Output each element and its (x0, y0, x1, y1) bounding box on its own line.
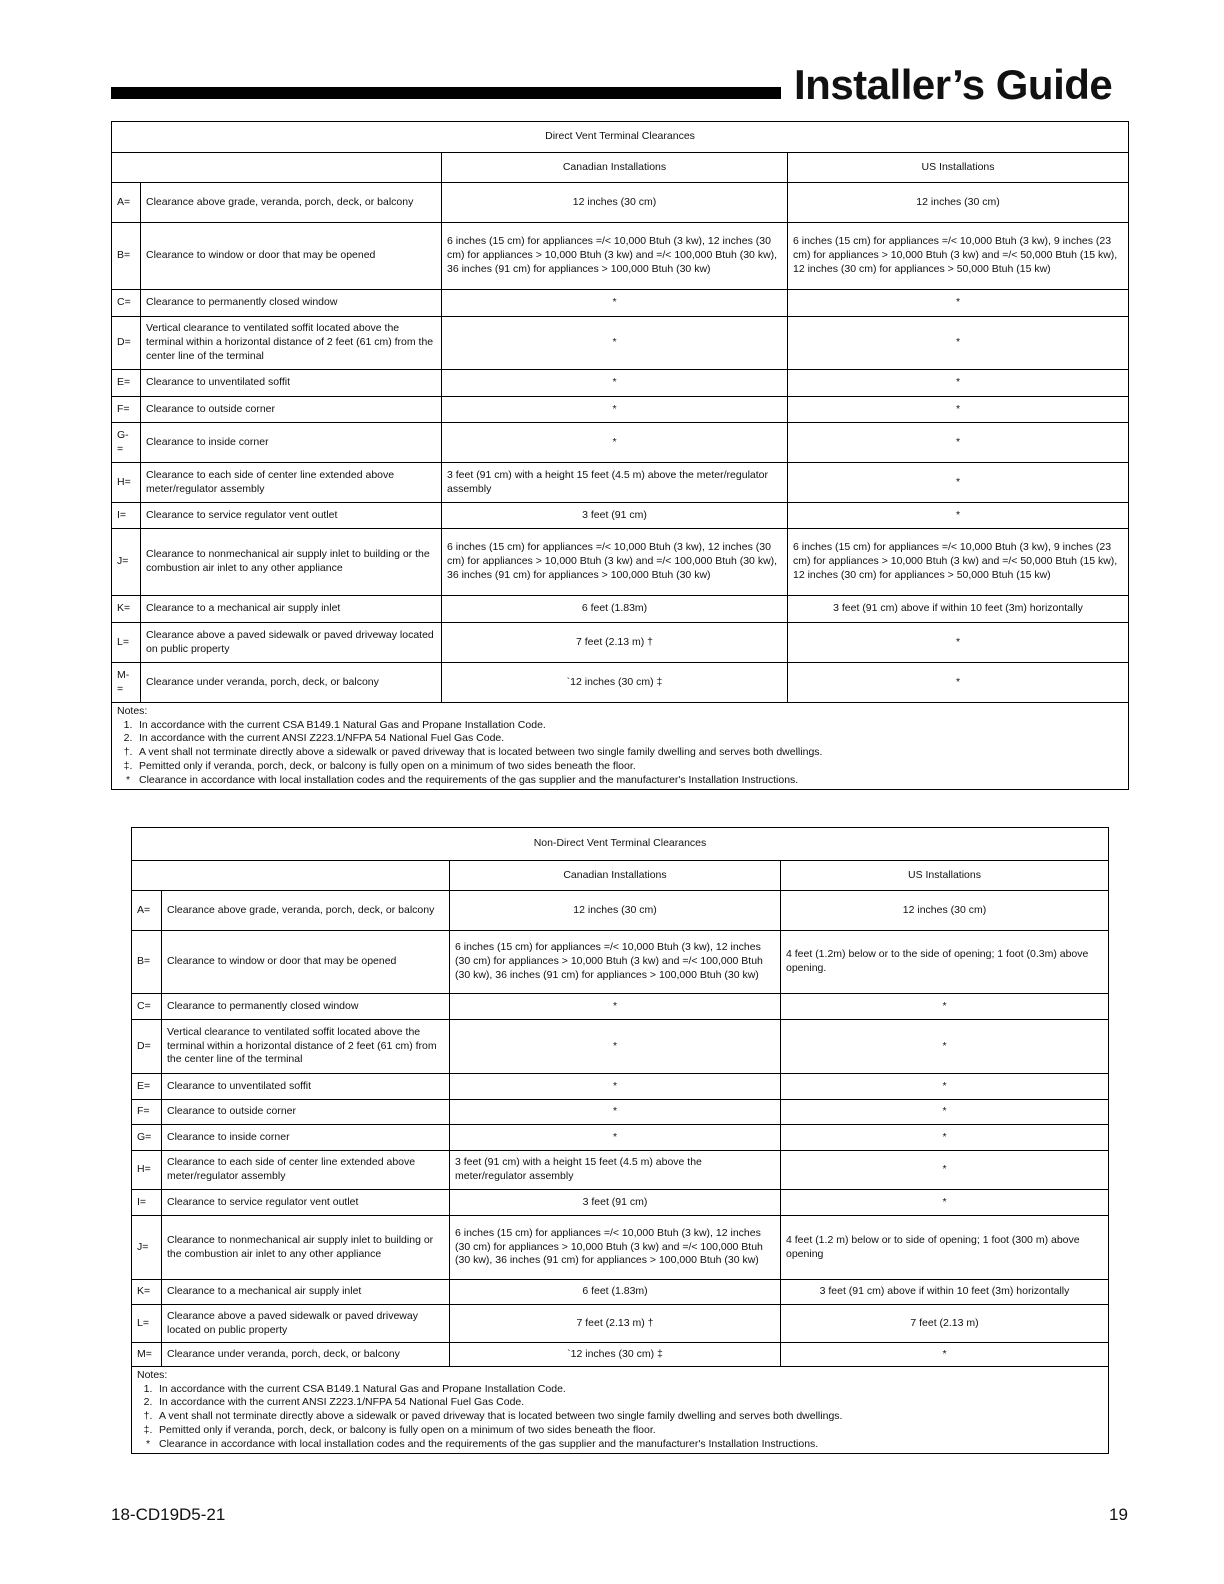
us-value: * (788, 463, 1129, 503)
table-title: Non-Direct Vent Terminal Clearances (132, 828, 1109, 861)
row-letter: M- = (112, 663, 141, 703)
clearance-description: Clearance above grade, veranda, porch, deck, or balcony (141, 183, 442, 223)
table-title-row (112, 122, 1129, 153)
non-direct-vent-table (131, 827, 1109, 1454)
us-value: * (781, 1190, 1109, 1216)
canadian-value: * (450, 1020, 781, 1074)
table-row (132, 1190, 1109, 1216)
notes-label: Notes: (137, 1369, 168, 1381)
row-letter: D= (112, 317, 141, 370)
column-header-blank (112, 153, 442, 183)
note-marker: ‡. (123, 759, 133, 772)
table-title-row (132, 828, 1109, 861)
canadian-value: 6 feet (1.83m) (450, 1280, 781, 1305)
table-row (112, 223, 1129, 290)
notes-label: Notes: (117, 705, 148, 717)
us-value: * (781, 994, 1109, 1020)
table-row (112, 423, 1129, 463)
us-value: 12 inches (30 cm) (781, 891, 1109, 931)
canadian-value: 6 inches (15 cm) for appliances =/< 10,000 Btuh (3 kw), 12 inches (30 cm) for appliances > 10,000 Btuh (3 kw) and =/< 100,000 Btuh (30 kw), 36 inches (91 cm) for appliances > 100,000 Btuh (30 kw) (450, 931, 781, 994)
canadian-value: 7 feet (2.13 m) † (450, 1305, 781, 1343)
canadian-value: * (442, 397, 788, 423)
notes (112, 703, 1129, 790)
row-letter: F= (112, 397, 141, 423)
clearance-description: Clearance under veranda, porch, deck, or balcony (141, 663, 442, 703)
us-value: * (788, 423, 1129, 463)
notes-row (112, 703, 1129, 790)
direct-vent-table (111, 121, 1129, 790)
table-row (112, 317, 1129, 370)
column-header-canadian: Canadian Installations (450, 861, 781, 891)
page-title: Installer’s Guide (794, 61, 1113, 108)
canadian-value: * (450, 1125, 781, 1151)
us-value: * (788, 503, 1129, 529)
us-value: * (781, 1020, 1109, 1074)
table-row (112, 529, 1129, 596)
table-title: Direct Vent Terminal Clearances (112, 122, 1129, 153)
note-item (117, 760, 1123, 774)
row-letter: A= (132, 891, 162, 931)
canadian-value: * (450, 1074, 781, 1100)
us-value: 12 inches (30 cm) (788, 183, 1129, 223)
note-marker: †. (143, 1410, 153, 1423)
table-row (132, 1100, 1109, 1125)
notes (132, 1367, 1109, 1454)
table-row (112, 623, 1129, 663)
page-number: 19 (1109, 1505, 1128, 1524)
table-row (112, 463, 1129, 503)
row-letter: L= (112, 623, 141, 663)
note-text: Clearance in accordance with local installation codes and the requirements of the gas supplier and the manufacturer's Installation Instructions. (139, 773, 799, 786)
row-letter: D= (132, 1020, 162, 1074)
clearance-description: Clearance to outside corner (162, 1100, 450, 1125)
note-marker: * (125, 773, 131, 786)
note-item (117, 732, 1123, 746)
table-row (112, 183, 1129, 223)
clearance-description: Clearance above a paved sidewalk or paved driveway located on public property (162, 1305, 450, 1343)
us-value: 4 feet (1.2m) below or to the side of opening; 1 foot (0.3m) above opening. (781, 931, 1109, 994)
clearance-description: Clearance to outside corner (141, 397, 442, 423)
us-value: * (788, 397, 1129, 423)
canadian-value: 6 feet (1.83m) (442, 596, 788, 623)
row-letter: M= (132, 1343, 162, 1367)
column-header-blank (132, 861, 450, 891)
note-marker: ‡. (143, 1423, 153, 1436)
canadian-value: 3 feet (91 cm) with a height 15 feet (4.5 m) above the meter/regulator assembly (450, 1151, 781, 1190)
row-letter: H= (112, 463, 141, 503)
direct-vent-body (112, 122, 1129, 790)
clearance-description: Clearance to a mechanical air supply inlet (141, 596, 442, 623)
canadian-value: `12 inches (30 cm) ‡ (450, 1343, 781, 1367)
clearance-description: Clearance to inside corner (162, 1125, 450, 1151)
us-value: * (781, 1074, 1109, 1100)
us-value: 3 feet (91 cm) above if within 10 feet (3m) horizontally (781, 1280, 1109, 1305)
table-row (132, 1280, 1109, 1305)
canadian-value: * (442, 290, 788, 317)
us-value: * (781, 1151, 1109, 1190)
note-marker: 1. (123, 718, 133, 731)
clearance-description: Clearance above grade, veranda, porch, deck, or balcony (162, 891, 450, 931)
clearance-description: Vertical clearance to ventilated soffit located above the terminal within a horizontal distance of 2 feet (61 cm) from the center line of the terminal (162, 1020, 450, 1074)
note-text: In accordance with the current CSA B149.1 Natural Gas and Propane Installation Code. (159, 1382, 566, 1395)
note-text: Pemitted only if veranda, porch, deck, or balcony is fully open on a minimum of two sides beneath the floor. (159, 1423, 656, 1436)
us-value: * (788, 623, 1129, 663)
table-row (132, 1151, 1109, 1190)
canadian-value: 3 feet (91 cm) (450, 1190, 781, 1216)
canadian-value: * (442, 423, 788, 463)
note-item (117, 774, 1123, 788)
canadian-value: * (442, 370, 788, 397)
canadian-value: 12 inches (30 cm) (450, 891, 781, 931)
clearance-description: Clearance above a paved sidewalk or paved driveway located on public property (141, 623, 442, 663)
row-letter: J= (132, 1216, 162, 1280)
row-letter: L= (132, 1305, 162, 1343)
note-text: A vent shall not terminate directly above a sidewalk or paved driveway that is located between two single family dwelling and serves both dwellings. (139, 746, 823, 759)
canadian-value: 6 inches (15 cm) for appliances =/< 10,000 Btuh (3 kw), 12 inches (30 cm) for appliances > 10,000 Btuh (3 kw) and =/< 100,000 Btuh (30 kw), 36 inches (91 cm) for appliances > 100,000 Btuh (30 kw) (442, 529, 788, 596)
row-letter: E= (132, 1074, 162, 1100)
note-item (137, 1410, 1103, 1424)
clearance-description: Clearance to nonmechanical air supply inlet to building or the combustion air inlet to any other appliance (141, 529, 442, 596)
us-value: 4 feet (1.2 m) below or to side of opening; 1 foot (300 m) above opening (781, 1216, 1109, 1280)
note-item (137, 1424, 1103, 1438)
note-item (137, 1438, 1103, 1452)
canadian-value: 6 inches (15 cm) for appliances =/< 10,000 Btuh (3 kw), 12 inches (30 cm) for appliances > 10,000 Btuh (3 kw) and =/< 100,000 Btuh (30 kw), 36 inches (91 cm) for appliances > 100,000 Btuh (30 kw) (442, 223, 788, 290)
us-value: * (788, 290, 1129, 317)
table-row (112, 663, 1129, 703)
row-letter: G- = (112, 423, 141, 463)
row-letter: A= (112, 183, 141, 223)
clearance-description: Clearance to unventilated soffit (141, 370, 442, 397)
table-row (112, 370, 1129, 397)
note-marker: * (145, 1437, 151, 1450)
canadian-value: 12 inches (30 cm) (442, 183, 788, 223)
row-letter: E= (112, 370, 141, 397)
table-row (132, 931, 1109, 994)
us-value: 6 inches (15 cm) for appliances =/< 10,000 Btuh (3 kw), 9 inches (23 cm) for appliances > 10,000 Btuh (3 kw) and =/< 50,000 Btuh (15 kw), 12 inches (30 cm) for appliances > 50,000 Btuh (15 kw) (788, 529, 1129, 596)
column-header-us: US Installations (781, 861, 1109, 891)
note-text: Pemitted only if veranda, porch, deck, or balcony is fully open on a minimum of two sides beneath the floor. (139, 759, 636, 772)
row-letter: B= (132, 931, 162, 994)
canadian-value: * (450, 994, 781, 1020)
note-item (137, 1396, 1103, 1410)
us-value: * (781, 1100, 1109, 1125)
table-row (132, 1343, 1109, 1367)
document-number: 18-CD19D5-21 (111, 1505, 226, 1524)
clearance-description: Clearance to permanently closed window (141, 290, 442, 317)
us-value: 7 feet (2.13 m) (781, 1305, 1109, 1343)
row-letter: H= (132, 1151, 162, 1190)
clearance-description: Clearance to service regulator vent outlet (141, 503, 442, 529)
row-letter: C= (132, 994, 162, 1020)
table-row (132, 891, 1109, 931)
row-letter: J= (112, 529, 141, 596)
note-marker: 1. (143, 1382, 153, 1395)
row-letter: G= (132, 1125, 162, 1151)
note-text: A vent shall not terminate directly above a sidewalk or paved driveway that is located between two single family dwelling and serves both dwellings. (159, 1410, 843, 1423)
clearance-description: Clearance to permanently closed window (162, 994, 450, 1020)
note-text: In accordance with the current ANSI Z223.1/NFPA 54 National Fuel Gas Code. (159, 1396, 525, 1409)
table-row (112, 397, 1129, 423)
non-direct-vent-body (132, 828, 1109, 1454)
note-item (117, 719, 1123, 733)
clearance-description: Clearance to a mechanical air supply inlet (162, 1280, 450, 1305)
table-row (112, 503, 1129, 529)
canadian-value: `12 inches (30 cm) ‡ (442, 663, 788, 703)
column-header-us: US Installations (788, 153, 1129, 183)
us-value: * (788, 663, 1129, 703)
canadian-value: * (442, 317, 788, 370)
column-header-canadian: Canadian Installations (442, 153, 788, 183)
clearance-description: Clearance to window or door that may be opened (162, 931, 450, 994)
row-letter: I= (112, 503, 141, 529)
note-item (117, 746, 1123, 760)
canadian-value: 3 feet (91 cm) with a height 15 feet (4.5 m) above the meter/regulator assembly (442, 463, 788, 503)
row-letter: K= (132, 1280, 162, 1305)
canadian-value: * (450, 1100, 781, 1125)
note-text: Clearance in accordance with local installation codes and the requirements of the gas supplier and the manufacturer's Installation Instructions. (159, 1437, 819, 1450)
clearance-description: Clearance to service regulator vent outlet (162, 1190, 450, 1216)
row-letter: C= (112, 290, 141, 317)
us-value: * (788, 370, 1129, 397)
row-letter: F= (132, 1100, 162, 1125)
us-value: * (788, 317, 1129, 370)
us-value: 6 inches (15 cm) for appliances =/< 10,000 Btuh (3 kw), 9 inches (23 cm) for appliances > 10,000 Btuh (3 kw) and =/< 50,000 Btuh (15 kw), 12 inches (30 cm) for appliances > 50,000 Btuh (15 kw) (788, 223, 1129, 290)
table-row (112, 596, 1129, 623)
notes-row (132, 1367, 1109, 1454)
table-row (132, 1216, 1109, 1280)
note-text: In accordance with the current ANSI Z223.1/NFPA 54 National Fuel Gas Code. (139, 732, 505, 745)
header-rule (111, 87, 781, 99)
table-row (132, 1125, 1109, 1151)
row-letter: I= (132, 1190, 162, 1216)
canadian-value: 7 feet (2.13 m) † (442, 623, 788, 663)
canadian-value: 3 feet (91 cm) (442, 503, 788, 529)
us-value: * (781, 1343, 1109, 1367)
clearance-description: Clearance under veranda, porch, deck, or balcony (162, 1343, 450, 1367)
clearance-description: Clearance to nonmechanical air supply inlet to building or the combustion air inlet to any other appliance (162, 1216, 450, 1280)
note-text: In accordance with the current CSA B149.1 Natural Gas and Propane Installation Code. (139, 718, 546, 731)
note-marker: 2. (143, 1396, 153, 1409)
table-row (132, 994, 1109, 1020)
table-row (132, 1074, 1109, 1100)
table-row (132, 1305, 1109, 1343)
row-letter: K= (112, 596, 141, 623)
us-value: * (781, 1125, 1109, 1151)
column-header-row (112, 153, 1129, 183)
row-letter: B= (112, 223, 141, 290)
us-value: 3 feet (91 cm) above if within 10 feet (3m) horizontally (788, 596, 1129, 623)
canadian-value: 6 inches (15 cm) for appliances =/< 10,000 Btuh (3 kw), 12 inches (30 cm) for appliances > 10,000 Btuh (3 kw) and =/< 100,000 Btuh (30 kw), 36 inches (91 cm) for appliances > 100,000 Btuh (30 kw) (450, 1216, 781, 1280)
clearance-description: Vertical clearance to ventilated soffit located above the terminal within a horizontal distance of 2 feet (61 cm) from the center line of the terminal (141, 317, 442, 370)
note-marker: 2. (123, 732, 133, 745)
note-marker: †. (123, 746, 133, 759)
clearance-description: Clearance to unventilated soffit (162, 1074, 450, 1100)
note-item (137, 1383, 1103, 1397)
column-header-row (132, 861, 1109, 891)
clearance-description: Clearance to window or door that may be opened (141, 223, 442, 290)
clearance-description: Clearance to each side of center line extended above meter/regulator assembly (162, 1151, 450, 1190)
table-row (132, 1020, 1109, 1074)
clearance-description: Clearance to inside corner (141, 423, 442, 463)
clearance-description: Clearance to each side of center line extended above meter/regulator assembly (141, 463, 442, 503)
table-row (112, 290, 1129, 317)
